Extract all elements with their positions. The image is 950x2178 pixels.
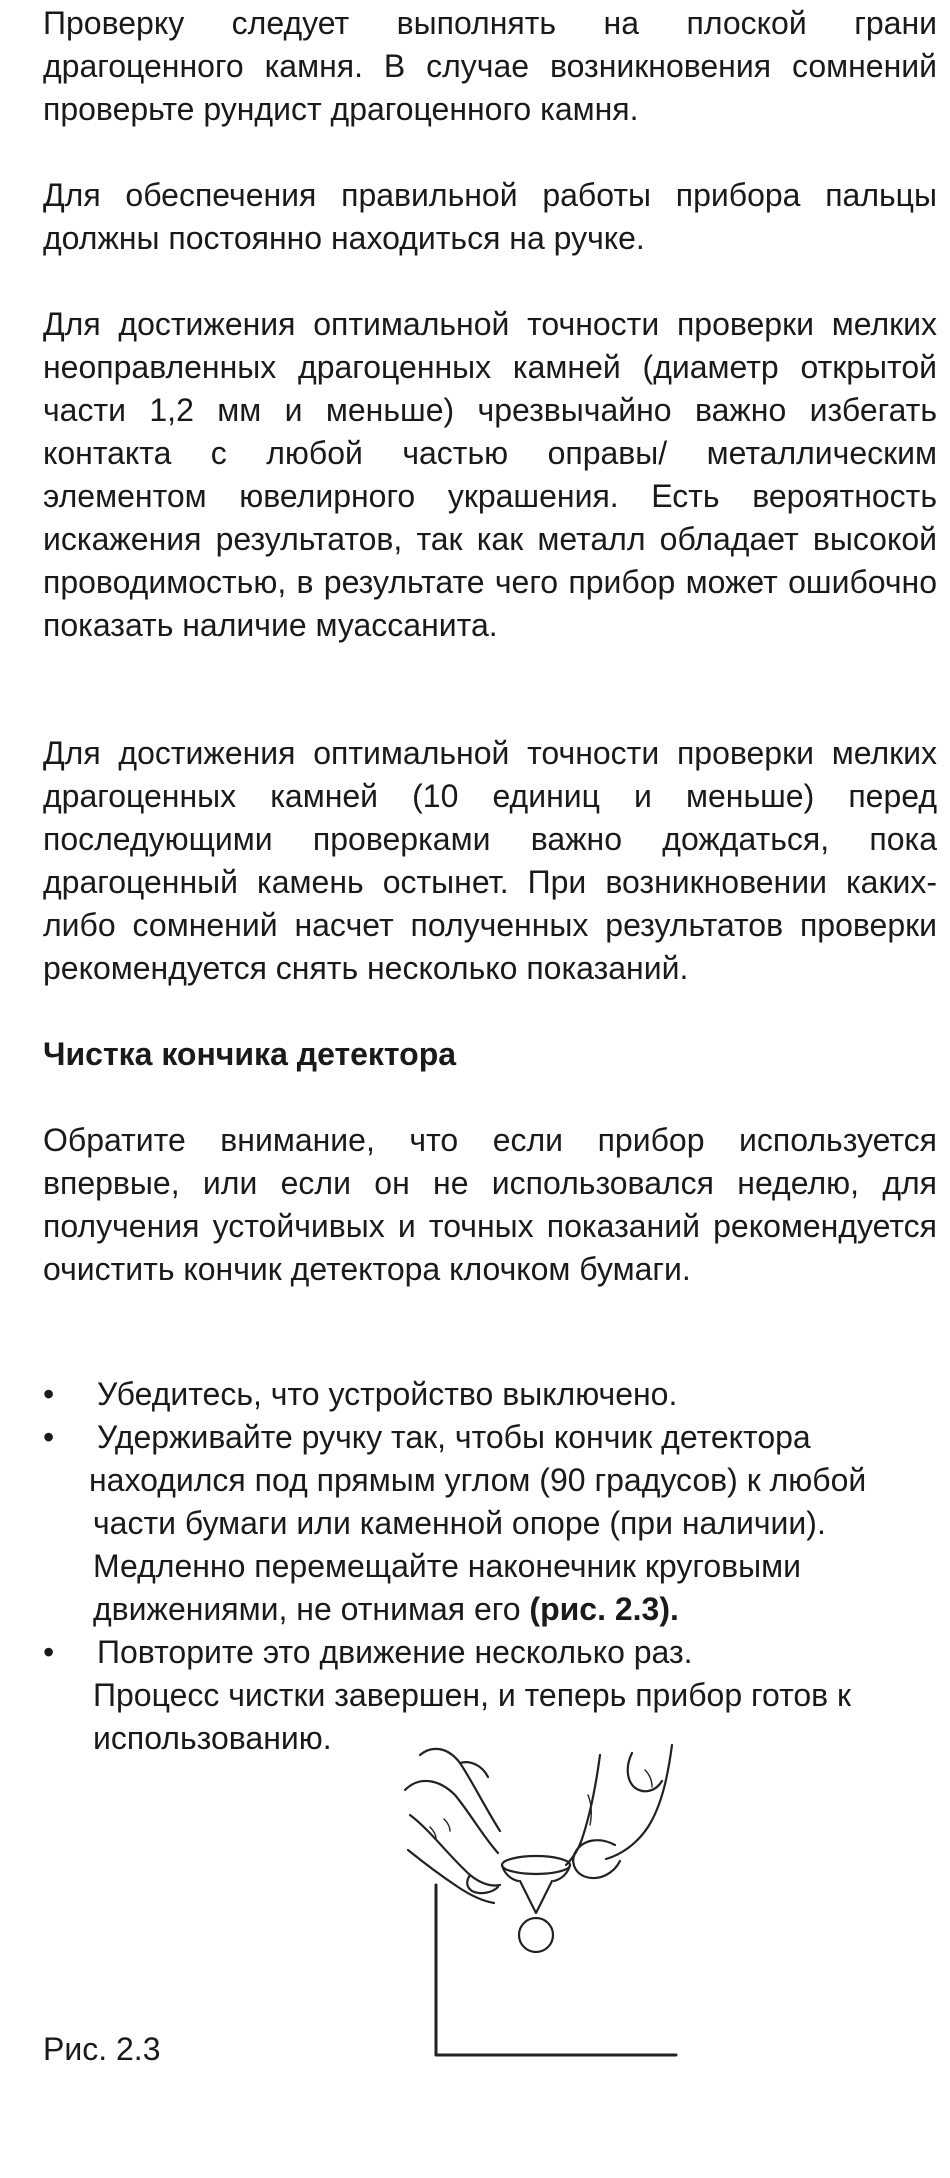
list-item-line: Повторите это движение несколько раз.: [97, 1634, 693, 1670]
list-item-line: Убедитесь, что устройство выключено.: [97, 1376, 678, 1412]
figure-caption: Рис. 2.3: [43, 2031, 161, 2067]
bullet-marker: •: [43, 1419, 55, 1455]
list-item: [43, 1416, 937, 1631]
list-item-line: Удерживайте ручку так, чтобы кончик детектора: [97, 1419, 811, 1455]
paragraph-small-stones: Для достижения оптимальной точности проверки мелких драгоценных камней (10 единиц и меньше) перед последующими проверками важно дождаться, пока драгоценный камень остынет. При возникновении каких-либо сомнений насчет полученных результатов проверки рекомендуется снять несколько показаний.: [43, 735, 937, 986]
paragraph-finger-position: Для обеспечения правильной работы прибора пальцы должны постоянно находиться на ручке.: [43, 177, 937, 256]
list-item-line: Медленно перемещайте наконечник круговыми: [93, 1548, 801, 1584]
paragraph-unset-stones: Для достижения оптимальной точности проверки мелких неоправленных драгоценных камней (диаметр открытой части 1,2 мм и меньше) чрезвычайно важно избегать контакта с любой частью оправы/ металлическим элементом ювелирного украшения. Есть вероятность искажения результатов, так как металл обладает высокой проводимостью, в результате чего прибор может ошибочно показать наличие муассанита.: [43, 306, 937, 643]
list-item-line: находился под прямым углом (90 градусов) к любой: [89, 1462, 867, 1498]
list-item-text: движениями, не отнимая его: [93, 1591, 521, 1627]
list-item: [43, 1373, 937, 1416]
paragraph-cleaning-intro: Обратите внимание, что если прибор используется впервые, или если он не использовался неделю, для получения устойчивых и точных показаний рекомендуется очистить кончик детектора клочком бумаги.: [43, 1122, 937, 1287]
list-item-line: части бумаги или каменной опоре (при наличии).: [93, 1505, 826, 1541]
cleaning-steps-list: [43, 1373, 937, 1760]
bullet-marker: •: [43, 1634, 55, 1670]
hand-holding-probe-illustration: [400, 1735, 700, 2065]
list-item-line: [93, 1588, 937, 1631]
list-item-line: использованию.: [93, 1720, 332, 1756]
paragraph-facet-check: Проверку следует выполнять на плоской грани драгоценного камня. В случае возникновения сомнений проверьте рундист драгоценного камня.: [43, 5, 937, 127]
list-item-line: Процесс чистки завершен, и теперь прибор готов к: [93, 1677, 852, 1713]
figure-reference: (рис. 2.3).: [529, 1591, 679, 1627]
section-heading: Чистка кончика детектора: [43, 1036, 457, 1072]
bullet-marker: •: [43, 1376, 55, 1412]
